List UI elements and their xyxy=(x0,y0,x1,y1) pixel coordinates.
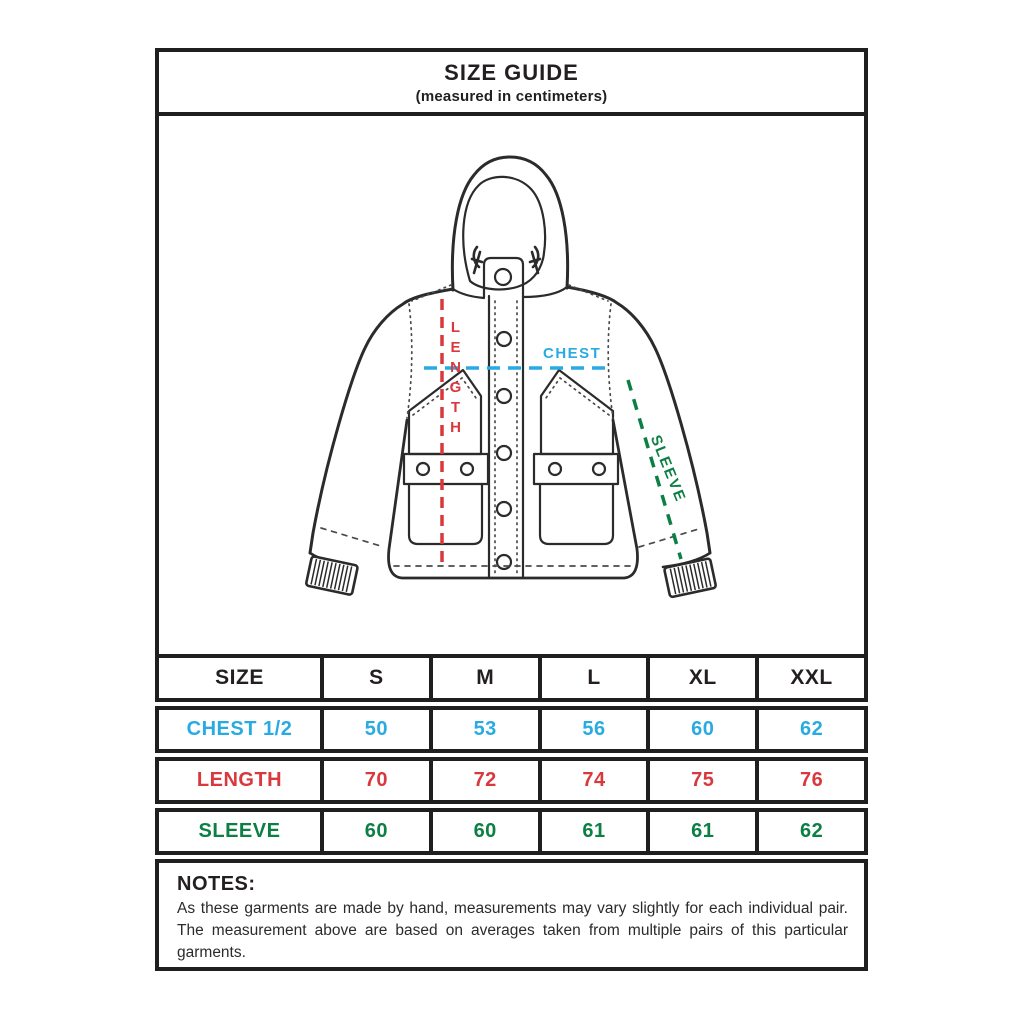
sleeve-measure-label: SLEEVE xyxy=(646,432,690,506)
col-header-m: M xyxy=(429,658,538,698)
chest-value-xxl: 62 xyxy=(755,710,864,749)
snap-buttons xyxy=(417,269,605,569)
length-measure-label: LENGTH xyxy=(447,319,464,439)
sleeve-value-m: 60 xyxy=(429,812,538,851)
size-guide-sheet xyxy=(155,48,868,971)
col-header-s: S xyxy=(320,658,429,698)
page-subtitle: (measured in centimeters) xyxy=(415,87,608,105)
chest-value-s: 50 xyxy=(320,710,429,749)
row-label-length: LENGTH xyxy=(196,769,283,791)
table-row-chest xyxy=(155,706,868,753)
jacket-details xyxy=(404,177,618,578)
length-value-s: 70 xyxy=(320,761,429,800)
jacket-diagram-box xyxy=(155,112,868,658)
sleeve-value-l: 61 xyxy=(538,812,647,851)
sleeve-value-s: 60 xyxy=(320,812,429,851)
col-header-xl: XL xyxy=(646,658,755,698)
table-row-length xyxy=(155,757,868,804)
page-title: SIZE GUIDE xyxy=(444,59,579,85)
table-row-sleeve xyxy=(155,808,868,855)
chest-value-l: 56 xyxy=(538,710,647,749)
length-value-l: 74 xyxy=(538,761,647,800)
right-cuff xyxy=(664,558,716,597)
left-cuff xyxy=(306,556,358,595)
chest-value-xl: 60 xyxy=(646,710,755,749)
row-label-chest: CHEST 1/2 xyxy=(186,718,293,740)
notes-heading: NOTES: xyxy=(177,873,256,895)
col-header-size: SIZE xyxy=(215,666,264,689)
jacket-illustration xyxy=(159,116,864,654)
length-value-m: 72 xyxy=(429,761,538,800)
length-value-xxl: 76 xyxy=(755,761,864,800)
col-header-xxl: XXL xyxy=(755,658,864,698)
length-value-xl: 75 xyxy=(646,761,755,800)
sleeve-value-xxl: 62 xyxy=(755,812,864,851)
row-label-sleeve: SLEEVE xyxy=(198,820,281,842)
chest-measure-label: CHEST xyxy=(543,345,602,362)
notes-body: As these garments are made by hand, measurements may vary slightly for each individual pair. The measurement above are based on averages taken from multiple pairs of this particular garments. xyxy=(177,900,848,961)
title-box xyxy=(155,48,868,116)
notes-box xyxy=(155,859,868,971)
size-table-header-row xyxy=(155,654,868,702)
sleeve-value-xl: 61 xyxy=(646,812,755,851)
stitch-lines xyxy=(407,285,613,574)
col-header-l: L xyxy=(538,658,647,698)
chest-value-m: 53 xyxy=(429,710,538,749)
